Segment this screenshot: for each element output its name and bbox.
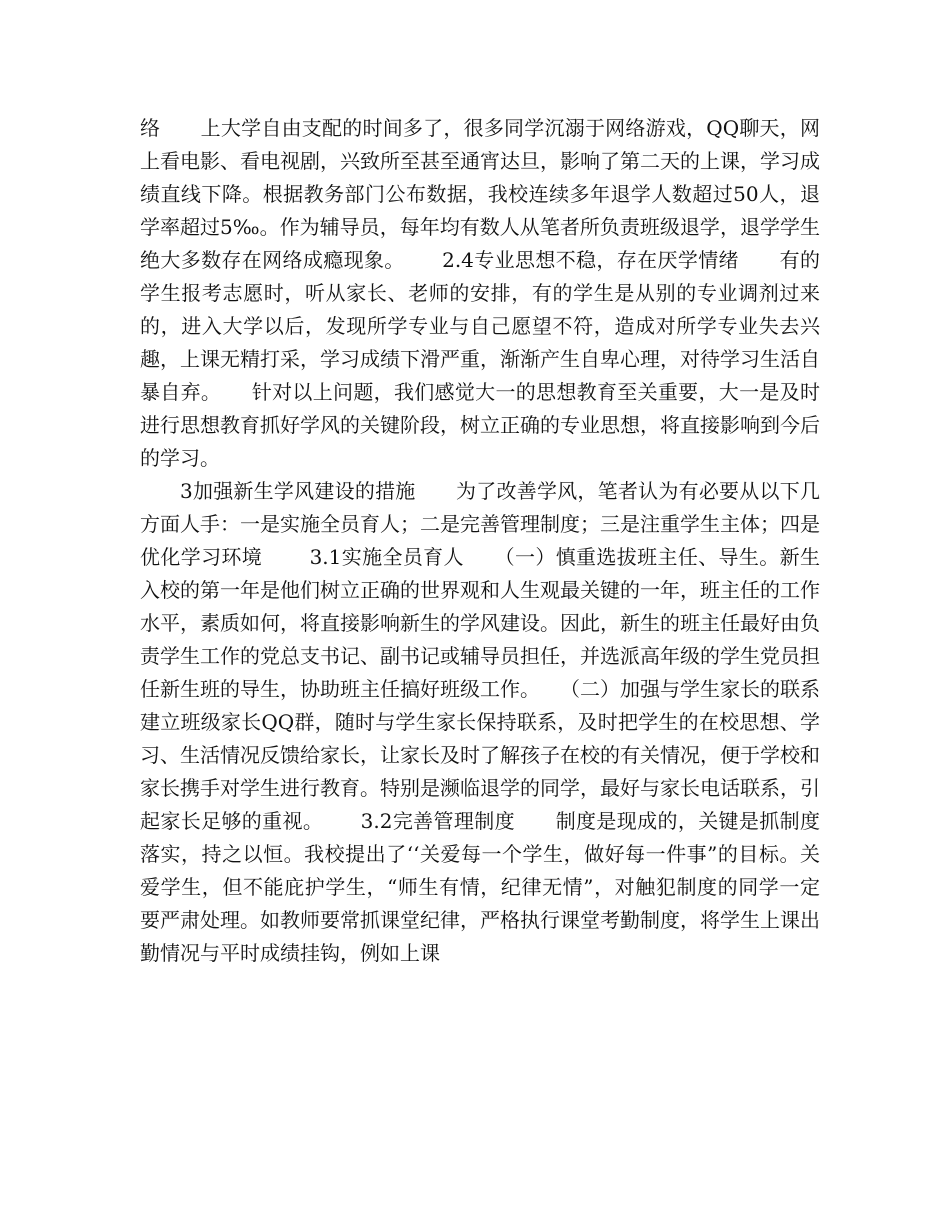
paragraph-network-addiction: 络 上大学自由支配的时间多了，很多同学沉溺于网络游戏，QQ聊天，网上看电影、看电视剧，兴致所至甚至通宵达旦，影响了第二天的上课，学习成绩直线下降。根据教务部门公布数据，我校连续多年退学人数超过50人，退学率超过5‰。作为辅导员，每年均有数人从笔者所负责班级退学，退学学生绝大多数存在网络成瘾现象。 2.4专业思想不稳，存在厌学情绪 有的学生报考志愿时，听从家长、老师的安排，有的学生是从别的专业调剂过来的，进入大学以后，发现所学专业与自己愿望不符，造成对所学专业失去兴趣，上课无精打采，学习成绩下滑严重，渐渐产生自卑心理，对待学习生活自暴自弃。 针对以上问题，我们感觉大一的思想教育至关重要，大一是及时进行思想教育抓好学风的关键阶段，树立正确的专业思想，将直接影响到今后的学习。 xyxy=(140,116,820,470)
paragraph-study-style-measures: 3加强新生学风建设的措施 为了改善学风，笔者认为有必要从以下几方面人手：一是实施全员育人；二是完善管理制度；三是注重学生主体；四是优化学习环境 3.1实施全员育人 （一）慎重选拔班主任、导生。新生入校的第一年是他们树立正确的世界观和人生观最关键的一年，班主任的工作水平，素质如何，将直接影响新生的学风建设。因此，新生的班主任最好由负责学生工作的党总支书记、副书记或辅导员担任，并选派高年级的学生党员担任新生班的导生，协助班主任搞好班级工作。 （二）加强与学生家长的联系 建立班级家长QQ群，随时与学生家长保持联系，及时把学生的在校思想、学习、生活情况反馈给家长，让家长及时了解孩子在校的有关情况，便于学校和家长携手对学生进行教育。特别是濒临退学的同学，最好与家长电话联系，引起家长足够的重视。 3.2完善管理制度 制度是现成的，关键是抓制度落实，持之以恒。我校提出了‘‘关爱每一个学生，做好每一件事”的目标。关爱学生，但不能庇护学生，“师生有情，纪律无情”，对触犯制度的同学一定要严肃处理。如教师要常抓课堂纪律，严格执行课堂考勤制度，将学生上课出勤情况与平时成绩挂钩，例如上课 xyxy=(140,479,860,965)
document-body xyxy=(140,112,860,970)
